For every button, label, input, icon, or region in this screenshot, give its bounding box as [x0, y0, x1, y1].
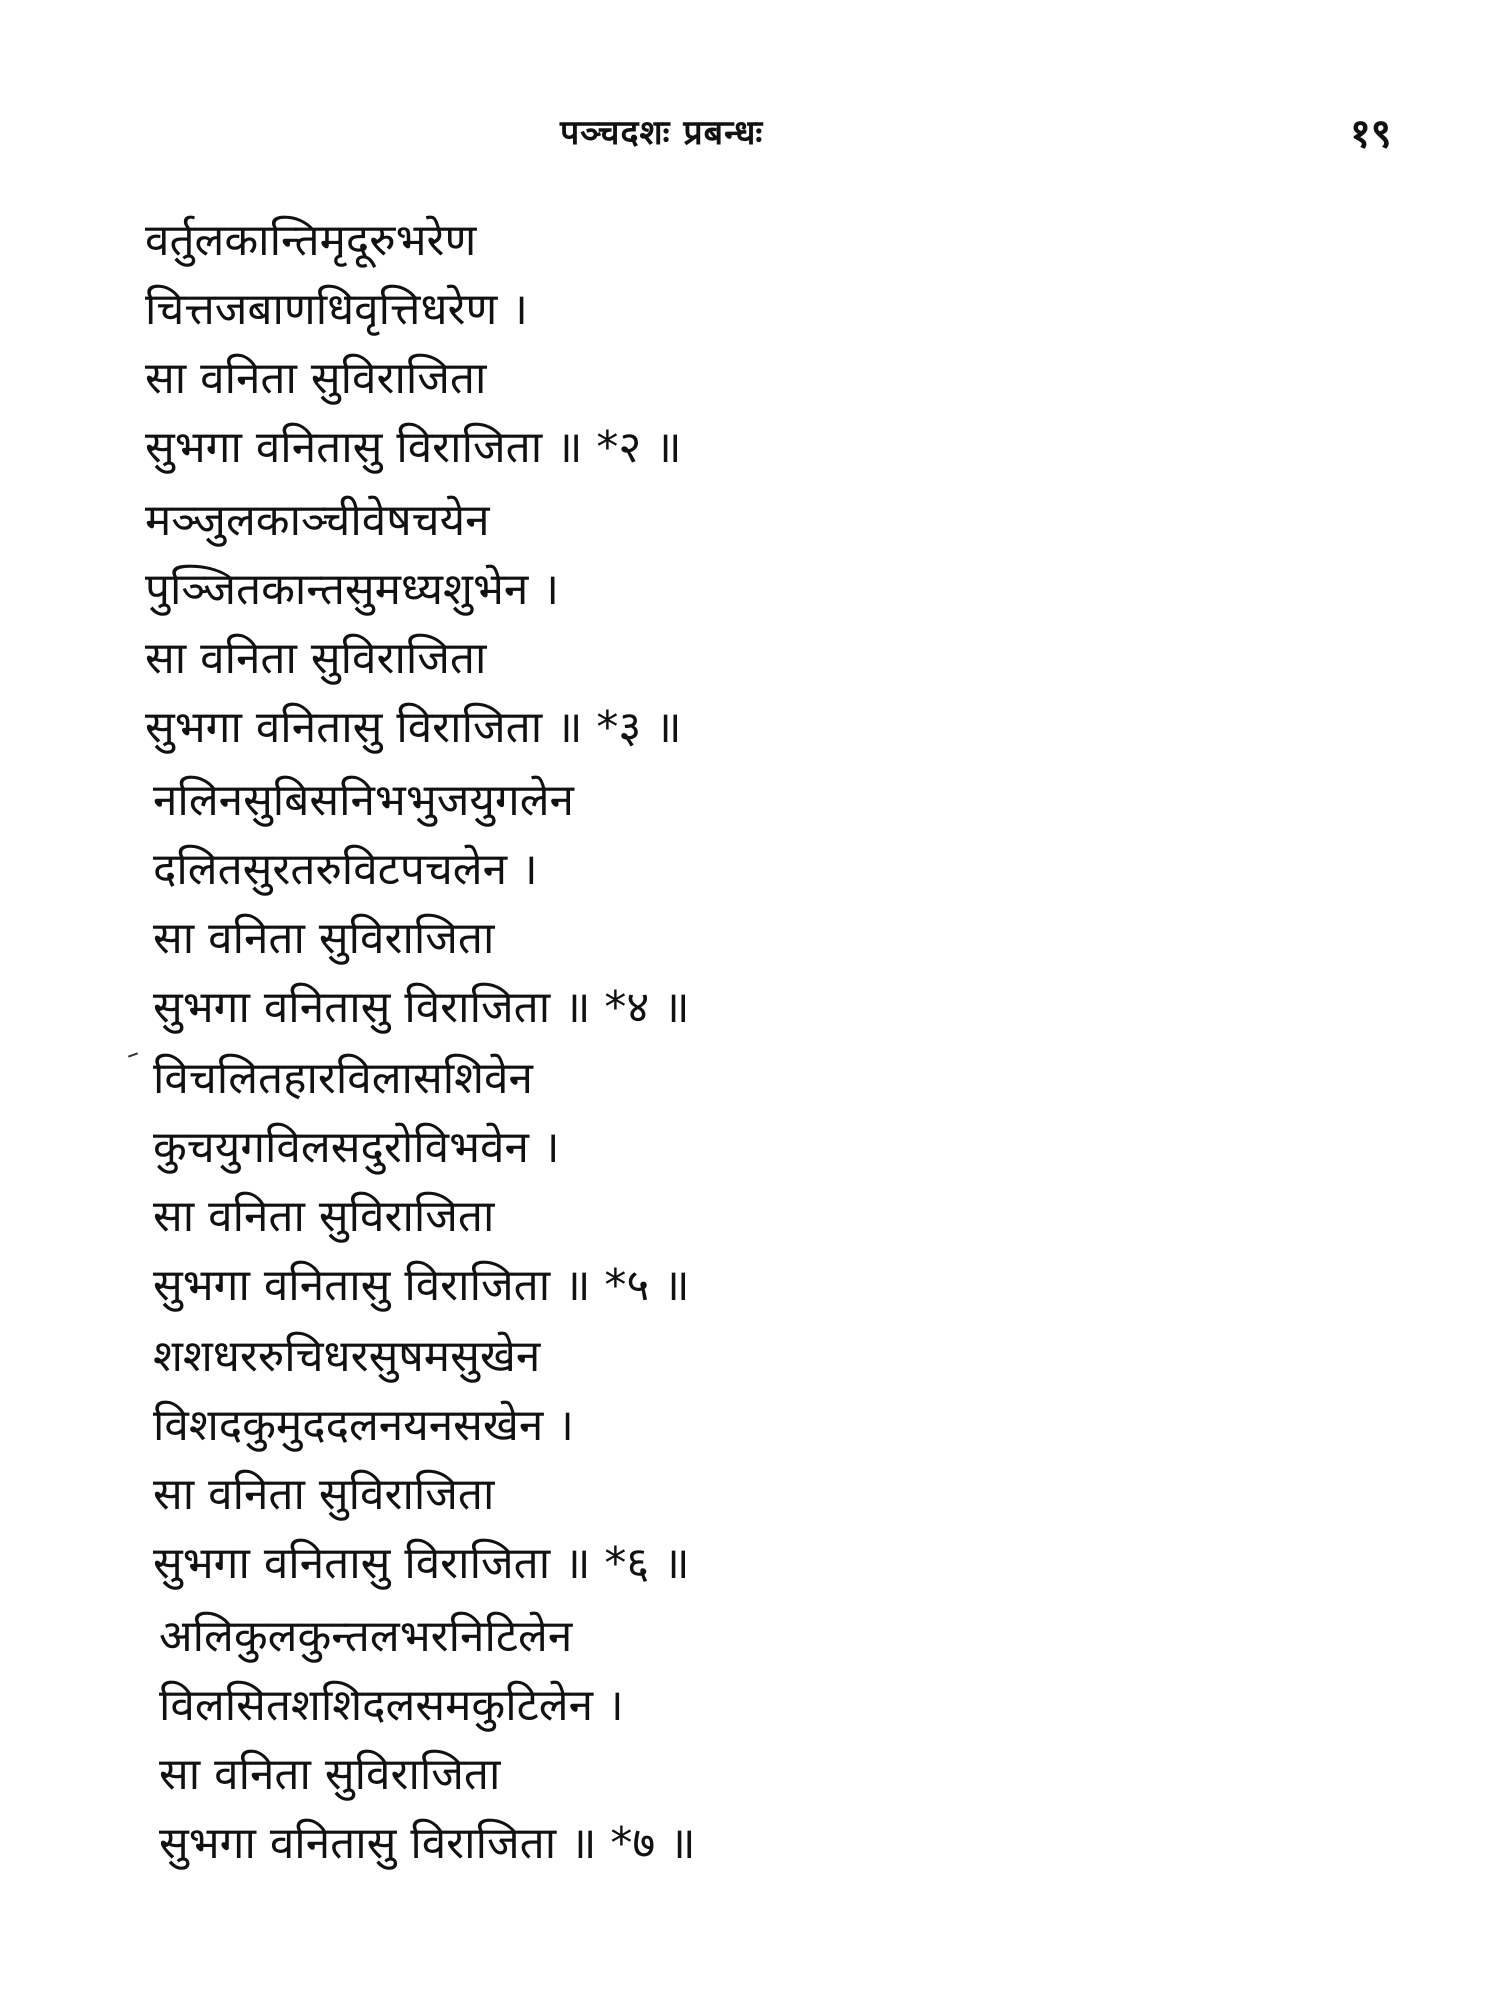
print-speck	[128, 1052, 138, 1057]
verse-2	[145, 206, 1395, 482]
verse-line: सुभगा वनितासु विराजिता ॥ *६ ॥	[153, 1538, 690, 1589]
verse-line: सा वनिता सुविराजिता	[145, 633, 487, 684]
verse-line: सा वनिता सुविराजिता	[159, 1749, 501, 1800]
verse-6	[145, 1322, 1395, 1598]
verse-line: विचलितहारविलासशिवेन	[153, 1053, 533, 1104]
verse-line: सा वनिता सुविराजिता	[153, 1469, 495, 1520]
verse-line: सा वनिता सुविराजिता	[153, 913, 495, 964]
verse-line: सुभगा वनितासु विराजिता ॥ *५ ॥	[153, 1260, 690, 1311]
verse-line: नलिनसुबिसनिभभुजयुगलेन	[153, 775, 574, 826]
verse-7	[145, 1602, 1395, 1878]
verse-line: सुभगा वनितासु विराजिता ॥ *३ ॥	[145, 702, 682, 753]
verse-line: पुञ्जितकान्तसुमध्यशुभेन ।	[145, 564, 559, 615]
verse-5	[145, 1044, 1395, 1320]
verse-3	[145, 486, 1395, 762]
running-title: पञ्चदशः प्रबन्धः	[560, 113, 764, 153]
verse-line: सुभगा वनितासु विराजिता ॥ *४ ॥	[153, 982, 690, 1033]
page-number: १९	[1350, 111, 1392, 157]
verse-4	[145, 766, 1395, 1042]
verse-line: चित्तजबाणधिवृत्तिधरेण ।	[145, 284, 528, 335]
verse-line: अलिकुलकुन्तलभरनिटिलेन	[159, 1611, 573, 1662]
verse-line: सा वनिता सुविराजिता	[153, 1191, 495, 1242]
verse-line: दलितसुरतरुविटपचलेन ।	[153, 844, 538, 895]
verse-line: विशदकुमुददलनयनसखेन ।	[153, 1400, 574, 1451]
verse-line: सुभगा वनितासु विराजिता ॥ *२ ॥	[145, 422, 682, 473]
verse-line: वर्तुलकान्तिमृदूरुभरेण	[145, 215, 477, 266]
verse-line: मञ्जुलकाञ्चीवेषचयेन	[145, 495, 490, 546]
verse-line: शशधररुचिधरसुषमसुखेन	[153, 1331, 541, 1382]
verse-line: सुभगा वनितासु विराजिता ॥ *७ ॥	[159, 1818, 696, 1869]
verse-line: विलसितशशिदलसमकुटिलेन ।	[159, 1680, 624, 1731]
verse-line: सा वनिता सुविराजिता	[145, 353, 487, 404]
verse-line: कुचयुगविलसदुरोविभवेन ।	[153, 1122, 560, 1173]
